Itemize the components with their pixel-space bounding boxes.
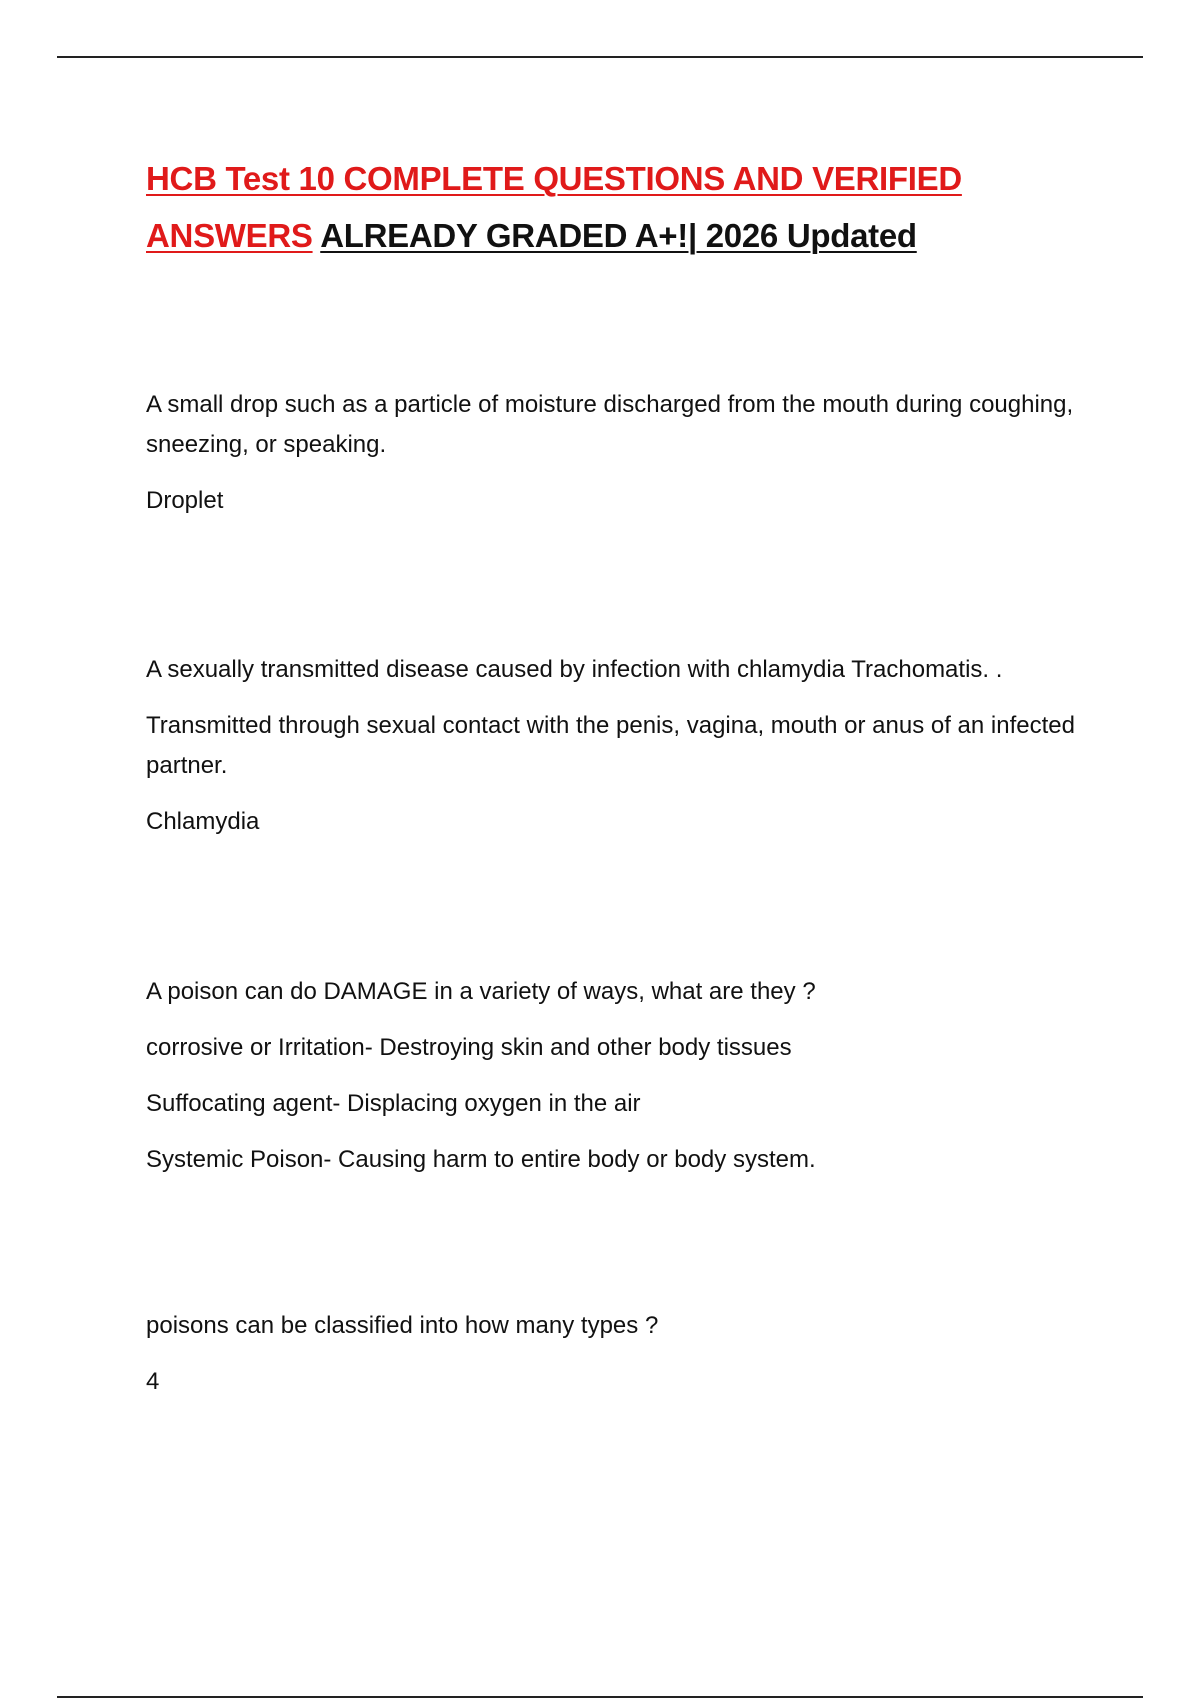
qa-item-poison-damage — [146, 972, 1086, 1180]
answer-text: Systemic Poison- Causing harm to entire body or body system. — [146, 1146, 816, 1173]
answer-text: Chlamydia — [146, 808, 260, 835]
qa-item-poison-types — [146, 1306, 1086, 1402]
title-black-part: ALREADY GRADED A+!| 2026 Updated — [320, 217, 917, 254]
question-text: A poison can do DAMAGE in a variety of ways, what are they ? — [146, 978, 816, 1005]
title-red-part: HCB Test 10 COMPLETE QUESTIONS AND VERIFIED ANSWERS — [146, 160, 962, 254]
qa-item-droplet — [146, 385, 1086, 521]
answer-text: Suffocating agent- Displacing oxygen in the air — [146, 1090, 641, 1117]
answer-text: corrosive or Irritation- Destroying skin and other body tissues — [146, 1034, 792, 1061]
top-rule — [57, 56, 1143, 58]
qa-item-chlamydia — [146, 650, 1086, 842]
bottom-rule — [57, 1696, 1143, 1698]
page-title — [146, 150, 1106, 264]
question-text: poisons can be classified into how many types ? — [146, 1312, 659, 1339]
question-detail-text: Transmitted through sexual contact with the penis, vagina, mouth or anus of an infected partner. — [146, 712, 1075, 779]
answer-text: 4 — [146, 1368, 160, 1395]
answer-text: Droplet — [146, 487, 224, 514]
question-text: A sexually transmitted disease caused by infection with chlamydia Trachomatis. . — [146, 656, 1003, 683]
question-text: A small drop such as a particle of moisture discharged from the mouth during coughing, sneezing, or speaking. — [146, 391, 1074, 458]
